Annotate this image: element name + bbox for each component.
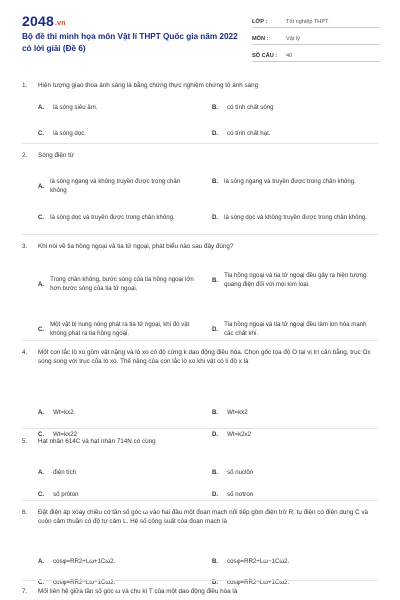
option-a[interactable]: A. là sóng ngang và không truyền được trong chân không: [38, 178, 181, 194]
question-number: 3.: [22, 243, 28, 250]
option-d[interactable]: D. số nơtron: [212, 491, 254, 498]
question-5: [22, 437, 378, 498]
option-a[interactable]: A. Trong chân không, bước sóng của tia hồng ngoại lớn hơn bước sóng của tia tử ngoại.: [38, 276, 194, 292]
meta-row-grade: [252, 13, 380, 28]
option-d[interactable]: D. cosφ=RR2−Lω+1Cω2.: [212, 579, 290, 586]
option-b[interactable]: B. Tia hồng ngoại và tia tử ngoại đều gây ra hiện tượng quang điện đối với mọi kim loại.: [212, 272, 367, 288]
option-a[interactable]: A. cosφ=RR2+Lω+1Cω2.: [38, 558, 116, 565]
option-a[interactable]: A. điện tích: [38, 469, 77, 476]
question-3: [22, 242, 378, 337]
question-number: 2.: [22, 152, 28, 159]
question-text: Sóng điện từ: [38, 152, 75, 159]
question-text: Một con lắc lò xo gồm vật nặng và lò xo có độ cứng k dao động điều hòa. Chọn gốc tọa độ O tại vị trí cân bằng, trục Ox song song với trục của lò xo. Thế năng của con lắc lò xo khi vật có li độ x là: [38, 349, 371, 365]
meta-value: Vật lý: [286, 36, 300, 42]
question-2: [22, 151, 378, 221]
option-c[interactable]: C. Wt=kx22: [38, 431, 77, 438]
question-text: Hiện tượng giao thoa ánh sáng là bằng chứng thực nghiệm chứng tỏ ánh sáng: [38, 82, 259, 89]
option-d[interactable]: D. Tia hồng ngoại và tia tử ngoại đều làm ion hóa mạnh các chất khí.: [212, 321, 367, 337]
meta-value: Tốt nghiệp THPT: [286, 19, 329, 25]
question-text: Khi nói về tia hồng ngoại và tia tử ngoại, phát biểu nào sau đây đúng?: [38, 243, 234, 250]
option-b[interactable]: B. cosφ=RR2+Lω−1Cω2.: [212, 558, 290, 565]
option-d[interactable]: D. là sóng dọc và không truyền được trong chân không.: [212, 214, 367, 221]
divider: [22, 340, 378, 341]
question-6: [22, 508, 378, 586]
option-b[interactable]: B. có tính chất sóng: [212, 104, 274, 111]
meta-label: MÔN :: [252, 36, 269, 42]
option-d[interactable]: D. có tính chất hạt.: [212, 130, 271, 137]
divider: [22, 143, 378, 144]
meta-label: SỐ CÂU :: [252, 53, 278, 59]
question-number: 5.: [22, 438, 28, 445]
meta-value: 40: [286, 53, 293, 59]
question-number: 7.: [22, 588, 28, 595]
option-c[interactable]: C. Một vật bị nung nóng phát ra tia tử ngoại, khi đó vật không phát ra tia hồng ngoại.: [38, 321, 190, 337]
question-7: [22, 587, 378, 596]
meta-label: LỚP :: [252, 19, 268, 25]
question-text: Hạt nhân 614C và hạt nhân 714N có cùng: [38, 438, 156, 445]
question-4: [22, 348, 378, 438]
option-c[interactable]: C. cosφ=RR2−Lω−1Cω2.: [38, 579, 116, 586]
option-c[interactable]: C. số prôton: [38, 491, 79, 498]
option-c[interactable]: C. là sóng dọc.: [38, 130, 86, 137]
site-logo[interactable]: 2048.vn: [22, 13, 66, 29]
question-text: Đặt điện áp xoay chiều có tần số góc ω vào hai đầu một đoạn mạch nối tiếp gồm điện trở R, tụ điện có điện dung C và cuộn cảm thuần có độ tự cảm L. Hệ số công suất của đoạn mạch là: [38, 509, 369, 525]
divider: [22, 234, 378, 235]
option-a[interactable]: A. là sóng siêu âm.: [38, 104, 98, 111]
option-c[interactable]: C. là sóng dọc và truyền được trong chân không.: [38, 214, 175, 221]
meta-row-subject: [252, 30, 380, 45]
divider: [22, 500, 378, 501]
option-a[interactable]: A. Wt=kx2: [38, 409, 74, 416]
option-d[interactable]: D. Wt=k2x2: [212, 431, 251, 438]
question-number: 4.: [22, 349, 28, 356]
document-title: Bộ đề thi minh họa môn Vật lí THPT Quốc gia năm 2022 có lời giải (Đề 6): [22, 32, 238, 53]
option-b[interactable]: B. là sóng ngang và truyền được trong chân không.: [212, 178, 356, 185]
question-number: 6.: [22, 509, 28, 516]
option-b[interactable]: B. Wt=kx2: [212, 409, 248, 416]
divider: [22, 428, 378, 429]
exam-meta: [252, 13, 380, 64]
option-b[interactable]: B. số nuclôn: [212, 469, 254, 476]
question-number: 1.: [22, 82, 28, 89]
question-text: Mối liên hệ giữa tần số góc ω và chu kì T của một dao động điều hòa là: [38, 588, 238, 595]
question-1: [22, 81, 378, 137]
divider: [22, 580, 378, 581]
meta-row-count: [252, 47, 380, 62]
